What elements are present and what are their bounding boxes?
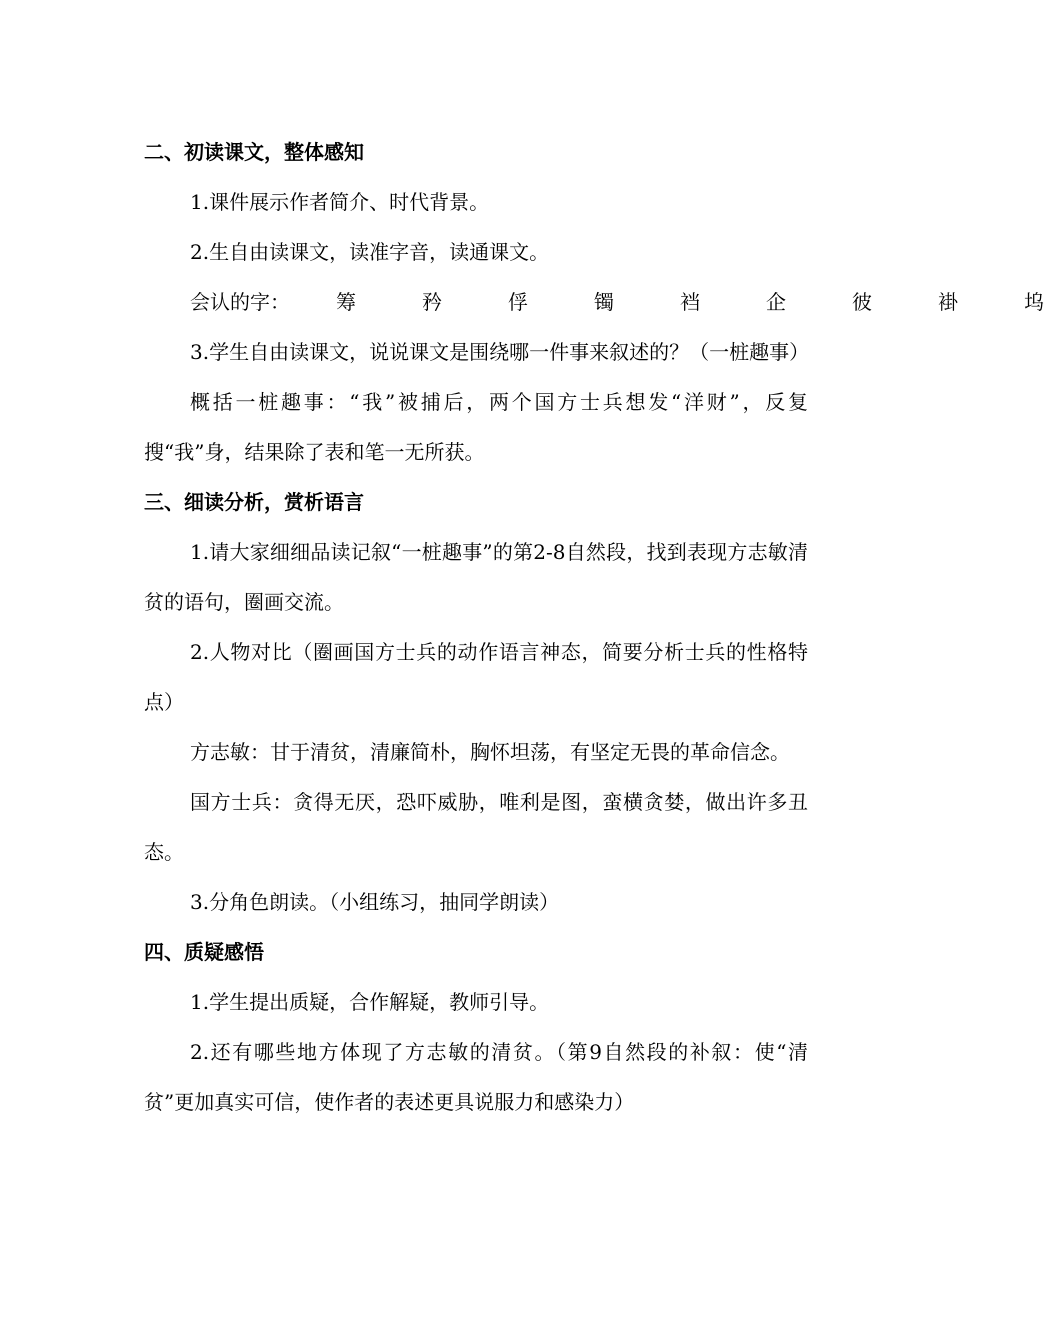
paragraph: 国方士兵：贪得无厌，恐吓威胁，唯利是图，蛮横贪婪，做出许多丑态。	[144, 790, 808, 864]
paragraph: 1.课件展示作者简介、时代背景。	[190, 190, 490, 214]
char-item: 褂	[938, 290, 958, 314]
char-item: 俘	[508, 290, 528, 314]
char-item: 企	[766, 290, 786, 314]
char-list	[290, 290, 1064, 314]
section-heading: 三、细读分析，赏析语言	[144, 490, 364, 514]
recognize-chars-line	[144, 277, 1044, 327]
recognize-label: 会认的字：	[190, 290, 290, 314]
char-item: 镯	[594, 290, 614, 314]
document-body	[144, 127, 1044, 1127]
section-heading: 二、初读课文，整体感知	[144, 140, 364, 164]
char-item: 裆	[680, 290, 700, 314]
char-item: 坞	[1024, 290, 1044, 314]
paragraph: 1.学生提出质疑，合作解疑，教师引导。	[190, 990, 550, 1014]
char-item: 筹	[336, 290, 356, 314]
char-item: 矜	[422, 290, 442, 314]
char-item: 彼	[852, 290, 872, 314]
paragraph: 2.还有哪些地方体现了方志敏的清贫。（第9自然段的补叙：使“清贫”更加真实可信，使作者的表述更具说服力和感染力）	[144, 1040, 808, 1114]
paragraph: 3.学生自由读课文，说说课文是围绕哪一件事来叙述的？（一桩趣事）	[190, 340, 810, 364]
paragraph: 3.分角色朗读。（小组练习，抽同学朗读）	[190, 890, 560, 914]
paragraph: 1.请大家细细品读记叙“一桩趣事”的第2-8自然段，找到表现方志敏清贫的语句，圈画交流。	[144, 540, 808, 614]
paragraph: 2.人物对比（圈画国方士兵的动作语言神态，简要分析士兵的性格特点）	[144, 640, 808, 714]
paragraph: 概括一桩趣事：“我”被捕后，两个国方士兵想发“洋财”，反复搜“我”身，结果除了表和笔一无所获。	[144, 390, 808, 464]
section-heading: 四、质疑感悟	[144, 940, 264, 964]
paragraph: 方志敏：甘于清贫，清廉简朴，胸怀坦荡，有坚定无畏的革命信念。	[190, 740, 790, 764]
paragraph: 2.生自由读课文，读准字音，读通课文。	[190, 240, 550, 264]
